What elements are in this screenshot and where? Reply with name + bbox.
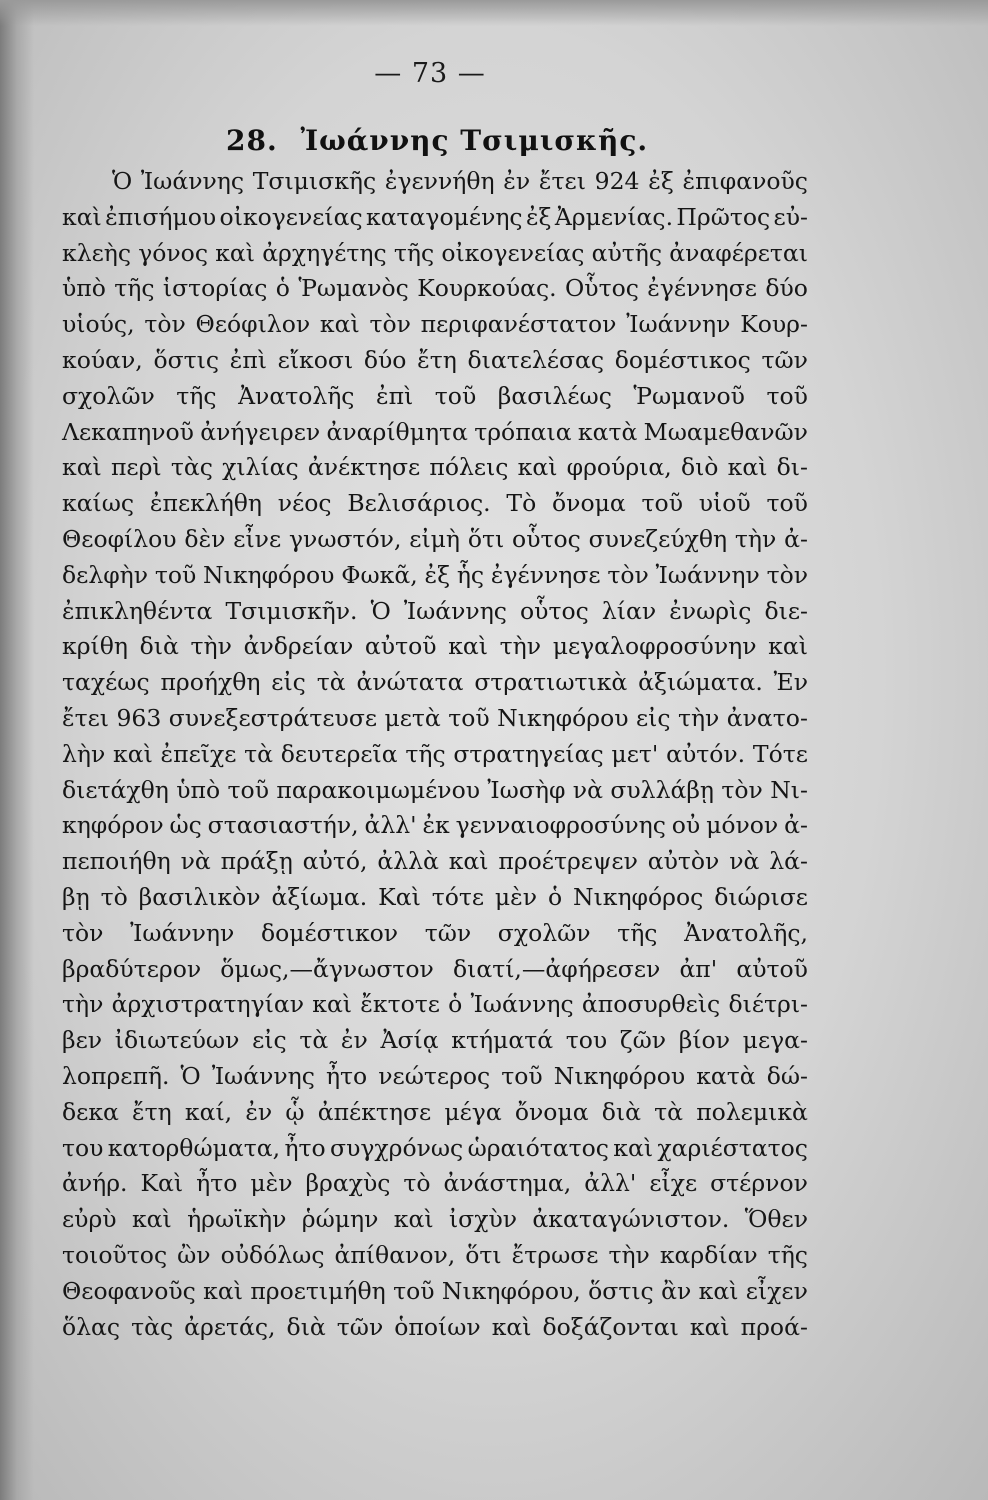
spine-shadow <box>0 0 34 1500</box>
text-line: σχολῶν τῆς Ἀνατολῆς ἐπὶ τοῦ βασιλέως Ῥωμανοῦ τοῦ <box>62 381 808 410</box>
text-line: βῃ τὸ βασιλικὸν ἀξίωμα. Καὶ τότε μὲν ὁ Νικηφόρος διώρισε <box>62 882 808 911</box>
text-line: ἀνήρ. Καὶ ἦτο μὲν βραχὺς τὸ ἀνάστημα, ἀλλ' εἶχε στέρνον <box>62 1169 808 1198</box>
chapter-heading <box>226 124 648 157</box>
text-line: Ὁ Ἰωάννης Τσιμισκῆς ἐγεννήθη ἐν ἔτει 924 ἐξ ἐπιφανοῦς <box>112 167 808 195</box>
chapter-number: 28. <box>226 124 278 157</box>
text-line: κρίθη διὰ τὴν ἀνδρείαν αὐτοῦ καὶ τὴν μεγαλοφροσύνην καὶ <box>62 632 808 661</box>
text-line: λὴν καὶ ἐπεῖχε τὰ δευτερεῖα τῆς στρατηγείας μετ' αὐτόν. Τότε <box>62 739 808 768</box>
text-line: τὸν Ἰωάννην δομέστικον τῶν σχολῶν τῆς Ἀνατολῆς, <box>62 918 808 947</box>
text-line: καὶ ἐπισήμου οἰκογενείας καταγομένης ἐξ Ἀρμενίας. Πρῶτος εὐ- <box>62 202 808 231</box>
text-line: λοπρεπῆ. Ὁ Ἰωάννης ἦτο νεώτερος τοῦ Νικηφόρου κατὰ δώ- <box>62 1061 808 1090</box>
text-line: καὶ περὶ τὰς χιλίας ἀνέκτησε πόλεις καὶ φρούρια, διὸ καὶ δι- <box>62 453 808 482</box>
text-line: ὅλας τὰς ἀρετάς, διὰ τῶν ὁποίων καὶ δοξάζονται καὶ προά- <box>62 1312 808 1341</box>
text-line: Θεοφανοῦς καὶ προετιμήθη τοῦ Νικηφόρου, ὅστις ἂν καὶ εἶχεν <box>62 1276 808 1305</box>
text-line: κούαν, ὅστις ἐπὶ εἴκοσι δύο ἔτη διατελέσας δομέστικος τῶν <box>62 345 808 374</box>
text-line: Θεοφίλου δὲν εἶνε γνωστόν, εἰμὴ ὅτι οὗτος συνεζεύχθη τὴν ἀ- <box>62 524 808 553</box>
text-line: βραδύτερον ὅμως,—ἄγνωστον διατί,—ἀφήρεσεν ἀπ' αὐτοῦ <box>62 954 808 983</box>
text-line: διετάχθη ὑπὸ τοῦ παρακοιμωμένου Ἰωσὴφ νὰ συλλάβῃ τὸν Νι- <box>62 775 808 804</box>
text-line: του κατορθώματα, ἦτο συγχρόνως ὡραιότατος καὶ χαριέστατος <box>62 1133 808 1162</box>
text-line: δελφὴν τοῦ Νικηφόρου Φωκᾶ, ἐξ ἧς ἐγέννησε τὸν Ἰωάννην τὸν <box>62 560 808 589</box>
text-line: κλεὴς γόνος καὶ ἀρχηγέτης τῆς οἰκογενείας αὐτῆς ἀναφέρεται <box>62 238 808 267</box>
chapter-title: Ἰωάννης Τσιμισκῆς. <box>300 124 649 157</box>
text-line: βεν ἰδιωτεύων εἰς τὰ ἐν Ἀσίᾳ κτήματά του ζῶν βίον μεγα- <box>62 1026 808 1055</box>
top-edge-shadow <box>0 0 988 26</box>
page-number: — 73 — <box>374 58 486 89</box>
text-line: πεποιήθη νὰ πράξῃ αὐτό, ἀλλὰ καὶ προέτρεψεν αὐτὸν νὰ λά- <box>62 847 808 876</box>
text-line: ἔτει 963 συνεξεστράτευσε μετὰ τοῦ Νικηφόρου εἰς τὴν ἀνατο- <box>62 703 808 732</box>
text-line: κηφόρον ὡς στασιαστήν, ἀλλ' ἐκ γενναιοφροσύνης οὐ μόνον ἀ- <box>62 811 808 840</box>
text-line: εὐρὺ καὶ ἡρωϊκὴν ῥώμην καὶ ἰσχὺν ἀκαταγώνιστον. Ὅθεν <box>62 1205 808 1234</box>
text-line: Λεκαπηνοῦ ἀνήγειρεν ἀναρίθμητα τρόπαια κατὰ Μωαμεθανῶν <box>62 417 808 446</box>
text-line: ὑπὸ τῆς ἱστορίας ὁ Ῥωμανὸς Κουρκούας. Οὗτος ἐγέννησε δύο <box>62 274 808 303</box>
text-line: καίως ἐπεκλήθη νέος Βελισάριος. Τὸ ὄνομα τοῦ υἱοῦ τοῦ <box>62 489 808 518</box>
text-line: τοιοῦτος ὢν οὐδόλως ἀπίθανον, ὅτι ἔτρωσε τὴν καρδίαν τῆς <box>62 1240 808 1269</box>
text-line: δεκα ἔτη καί, ἐν ᾧ ἀπέκτησε μέγα ὄνομα διὰ τὰ πολεμικὰ <box>62 1097 808 1126</box>
text-line: ἐπικληθέντα Τσιμισκῆν. Ὁ Ἰωάννης οὗτος λίαν ἐνωρὶς διε- <box>62 596 808 625</box>
text-line: τὴν ἀρχιστρατηγίαν καὶ ἔκτοτε ὁ Ἰωάννης ἀποσυρθεὶς διέτρι- <box>62 990 808 1019</box>
text-line: ταχέως προήχθη εἰς τὰ ἀνώτατα στρατιωτικὰ ἀξιώματα. Ἐν <box>62 668 808 697</box>
text-line: υἱούς, τὸν Θεόφιλον καὶ τὸν περιφανέστατον Ἰωάννην Κουρ- <box>62 310 808 339</box>
body-text <box>62 164 808 1345</box>
